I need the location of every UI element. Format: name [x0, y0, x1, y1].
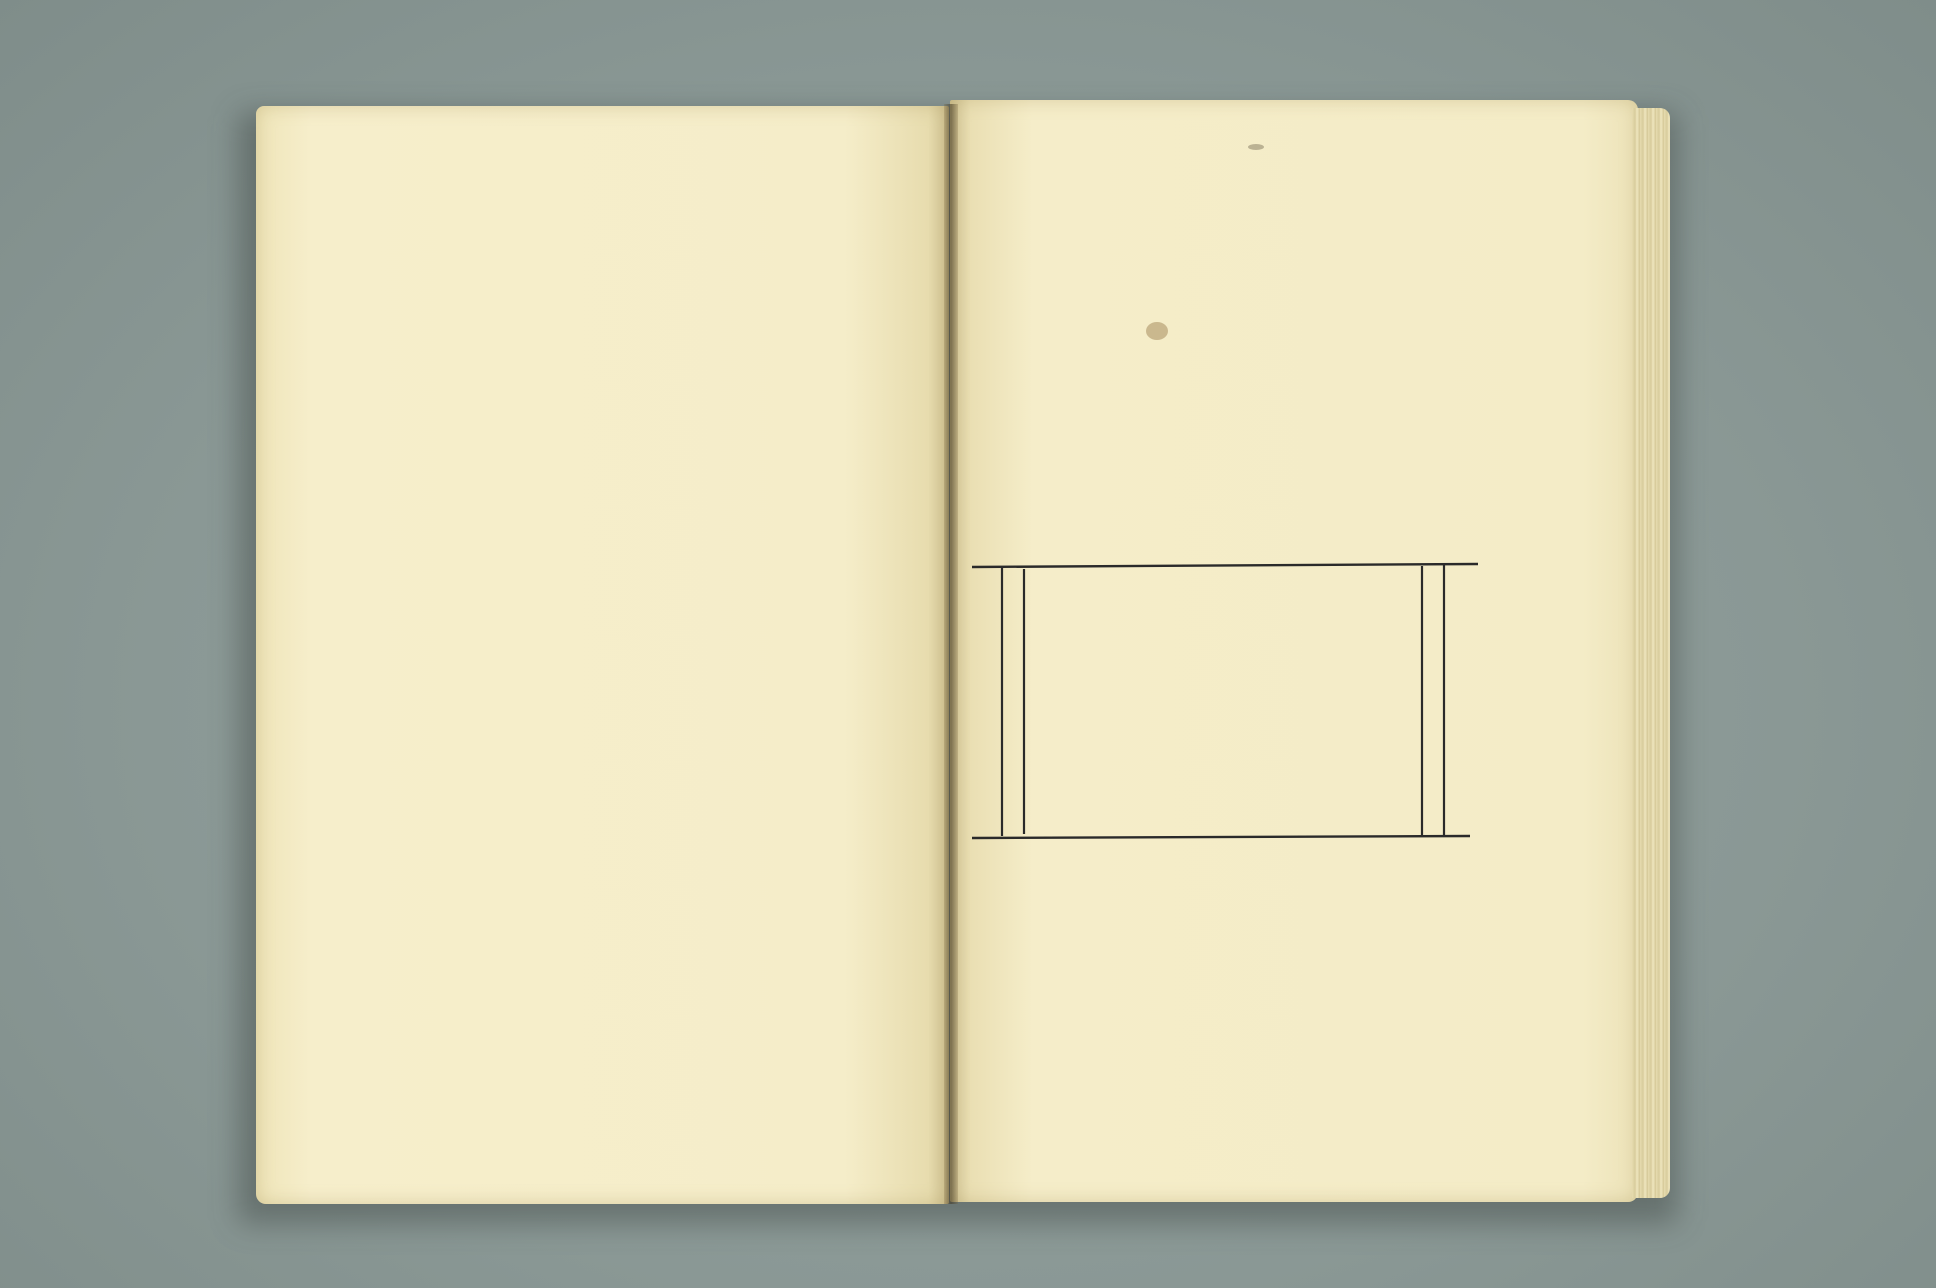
ceiling-line [972, 564, 1478, 567]
floor-line [972, 836, 1470, 838]
